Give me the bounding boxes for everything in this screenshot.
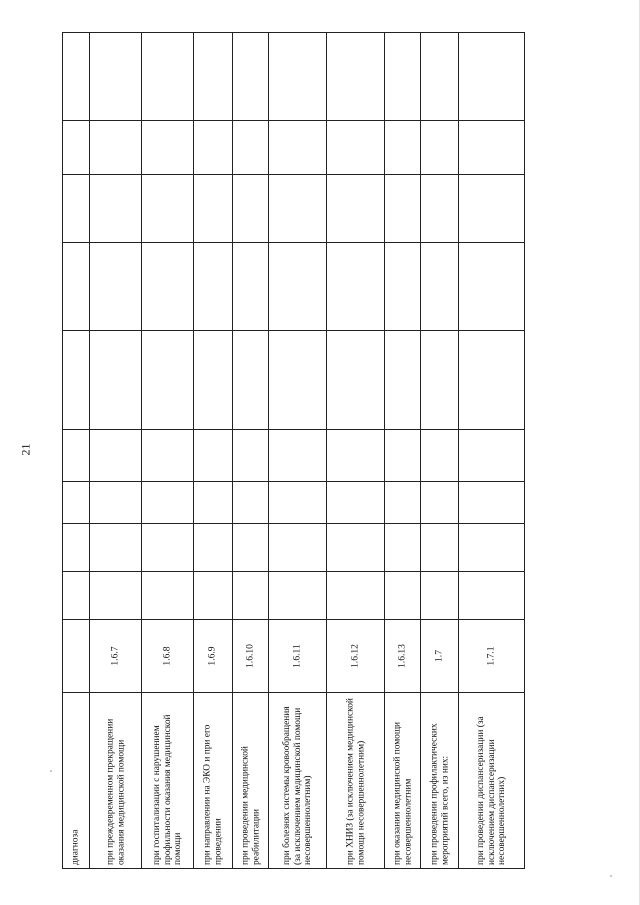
row-code: 1.6.10: [244, 644, 256, 668]
value-cell: [421, 121, 459, 175]
value-cell: [90, 430, 142, 482]
value-cell: [421, 572, 459, 620]
value-cell: [142, 243, 194, 331]
value-band: [63, 430, 525, 482]
row-code-cell: [459, 620, 525, 693]
value-cell: [142, 524, 194, 572]
page-number: 21: [18, 443, 33, 456]
value-cell: [327, 243, 385, 331]
value-cell: [385, 524, 421, 572]
row-label: при болезнях системы кровообращения (за исключением медицинской помощи несовершеннолетним): [281, 705, 313, 865]
row-code: 1.6.7: [109, 646, 121, 666]
row-label-cell: [194, 693, 233, 869]
value-cell: [90, 121, 142, 175]
value-cell: [269, 572, 327, 620]
row-code: 1.6.9: [206, 646, 218, 666]
value-cell: [421, 175, 459, 243]
value-cell: [459, 33, 525, 121]
value-cell: [233, 33, 269, 121]
value-cell: [327, 524, 385, 572]
value-cell: [459, 121, 525, 175]
row-code-cell: [194, 620, 233, 693]
value-cell: [269, 243, 327, 331]
value-cell: [459, 572, 525, 620]
value-band: [63, 482, 525, 524]
row-code-cell: [233, 620, 269, 693]
row-label-cell: [233, 693, 269, 869]
value-cell: [142, 482, 194, 524]
value-cell: [194, 243, 233, 331]
row-code-cell: [385, 620, 421, 693]
code-band: [63, 620, 525, 693]
value-cell: [385, 121, 421, 175]
value-cell: [194, 175, 233, 243]
value-cell: [459, 243, 525, 331]
row-code-cell: [90, 620, 142, 693]
value-cell: [269, 524, 327, 572]
value-cell: [421, 243, 459, 331]
row-label: при направлении на ЭКО и при его проведении: [202, 724, 223, 865]
row-label: при проведении профилактических мероприятий всего, из них:: [428, 722, 450, 865]
value-cell: [63, 572, 90, 620]
value-cell: [233, 430, 269, 482]
value-band: [63, 331, 525, 430]
value-cell: [269, 430, 327, 482]
row-label-cell: [421, 693, 459, 869]
value-cell: [385, 33, 421, 121]
value-cell: [327, 331, 385, 430]
value-cell: [90, 482, 142, 524]
value-cell: [63, 524, 90, 572]
row-label: при преждевременном прекращении оказания медицинской помощи: [104, 718, 126, 865]
value-cell: [90, 331, 142, 430]
value-cell: [327, 430, 385, 482]
value-cell: [90, 33, 142, 121]
value-cell: [233, 524, 269, 572]
value-cell: [459, 331, 525, 430]
row-label-cell: [459, 693, 525, 869]
value-cell: [421, 430, 459, 482]
value-cell: [385, 331, 421, 430]
row-label-cell: [327, 693, 385, 869]
row-label-cell: [63, 693, 90, 869]
value-cell: [459, 175, 525, 243]
row-label: при госпитализации с нарушением профильности оказания медицинской помощи: [151, 713, 183, 865]
value-cell: [142, 33, 194, 121]
value-cell: [269, 33, 327, 121]
value-cell: [90, 175, 142, 243]
row-code: 1.6.13: [396, 644, 408, 668]
row-label: при проведении диспансеризации (за исключением диспансеризации несовершеннолетних): [475, 715, 507, 865]
row-label-cell: [90, 693, 142, 869]
value-cell: [385, 572, 421, 620]
value-cell: [269, 175, 327, 243]
value-cell: [194, 524, 233, 572]
value-cell: [327, 33, 385, 121]
scan-speck: [610, 875, 612, 877]
value-cell: [90, 572, 142, 620]
row-label: при проведении медицинской реабилитации: [239, 745, 261, 865]
value-cell: [142, 175, 194, 243]
value-cell: [421, 33, 459, 121]
value-cell: [385, 175, 421, 243]
row-code-cell: [269, 620, 327, 693]
value-cell: [421, 331, 459, 430]
value-cell: [269, 331, 327, 430]
value-cell: [194, 121, 233, 175]
row-label-cell: [385, 693, 421, 869]
value-cell: [63, 331, 90, 430]
row-label: при оказании медицинской помощи несовершеннолетним: [391, 721, 413, 865]
report-table: [62, 32, 524, 864]
row-code-cell: [327, 620, 385, 693]
value-cell: [63, 482, 90, 524]
row-code-cell: [421, 620, 459, 693]
value-cell: [142, 331, 194, 430]
row-label: диагноза: [70, 829, 81, 865]
value-cell: [90, 243, 142, 331]
value-cell: [233, 175, 269, 243]
value-cell: [142, 430, 194, 482]
value-cell: [233, 121, 269, 175]
value-cell: [233, 243, 269, 331]
value-band: [63, 121, 525, 175]
row-label-cell: [269, 693, 327, 869]
value-band: [63, 243, 525, 331]
value-cell: [233, 482, 269, 524]
scan-speck: [50, 770, 52, 772]
label-band: [63, 693, 525, 869]
value-cell: [327, 175, 385, 243]
row-label-cell: [142, 693, 194, 869]
row-label: при ХНИЗ (за исключением медицинской помощи несовершеннолетним): [344, 697, 366, 865]
value-cell: [142, 572, 194, 620]
value-cell: [63, 430, 90, 482]
value-cell: [269, 121, 327, 175]
value-cell: [233, 331, 269, 430]
value-cell: [142, 121, 194, 175]
value-cell: [90, 524, 142, 572]
row-code: 1.7: [433, 650, 445, 662]
value-cell: [194, 572, 233, 620]
value-band: [63, 524, 525, 572]
row-code-cell: [142, 620, 194, 693]
value-cell: [421, 482, 459, 524]
value-cell: [63, 243, 90, 331]
value-cell: [63, 175, 90, 243]
value-cell: [385, 430, 421, 482]
value-cell: [327, 482, 385, 524]
row-code: 1.6.11: [291, 644, 303, 668]
value-cell: [385, 243, 421, 331]
value-band: [63, 175, 525, 243]
row-code: 1.6.12: [349, 644, 361, 668]
value-cell: [63, 33, 90, 121]
value-cell: [327, 572, 385, 620]
value-cell: [194, 331, 233, 430]
value-cell: [421, 524, 459, 572]
value-cell: [194, 430, 233, 482]
value-cell: [327, 121, 385, 175]
value-cell: [194, 33, 233, 121]
value-cell: [385, 482, 421, 524]
value-cell: [459, 524, 525, 572]
value-cell: [194, 482, 233, 524]
value-band: [63, 33, 525, 121]
value-cell: [63, 121, 90, 175]
value-cell: [269, 482, 327, 524]
row-code: 1.7.1: [485, 646, 497, 666]
value-cell: [233, 572, 269, 620]
row-code: 1.6.8: [161, 646, 173, 666]
row-code-cell: [63, 620, 90, 693]
value-cell: [459, 430, 525, 482]
value-cell: [459, 482, 525, 524]
value-band: [63, 572, 525, 620]
